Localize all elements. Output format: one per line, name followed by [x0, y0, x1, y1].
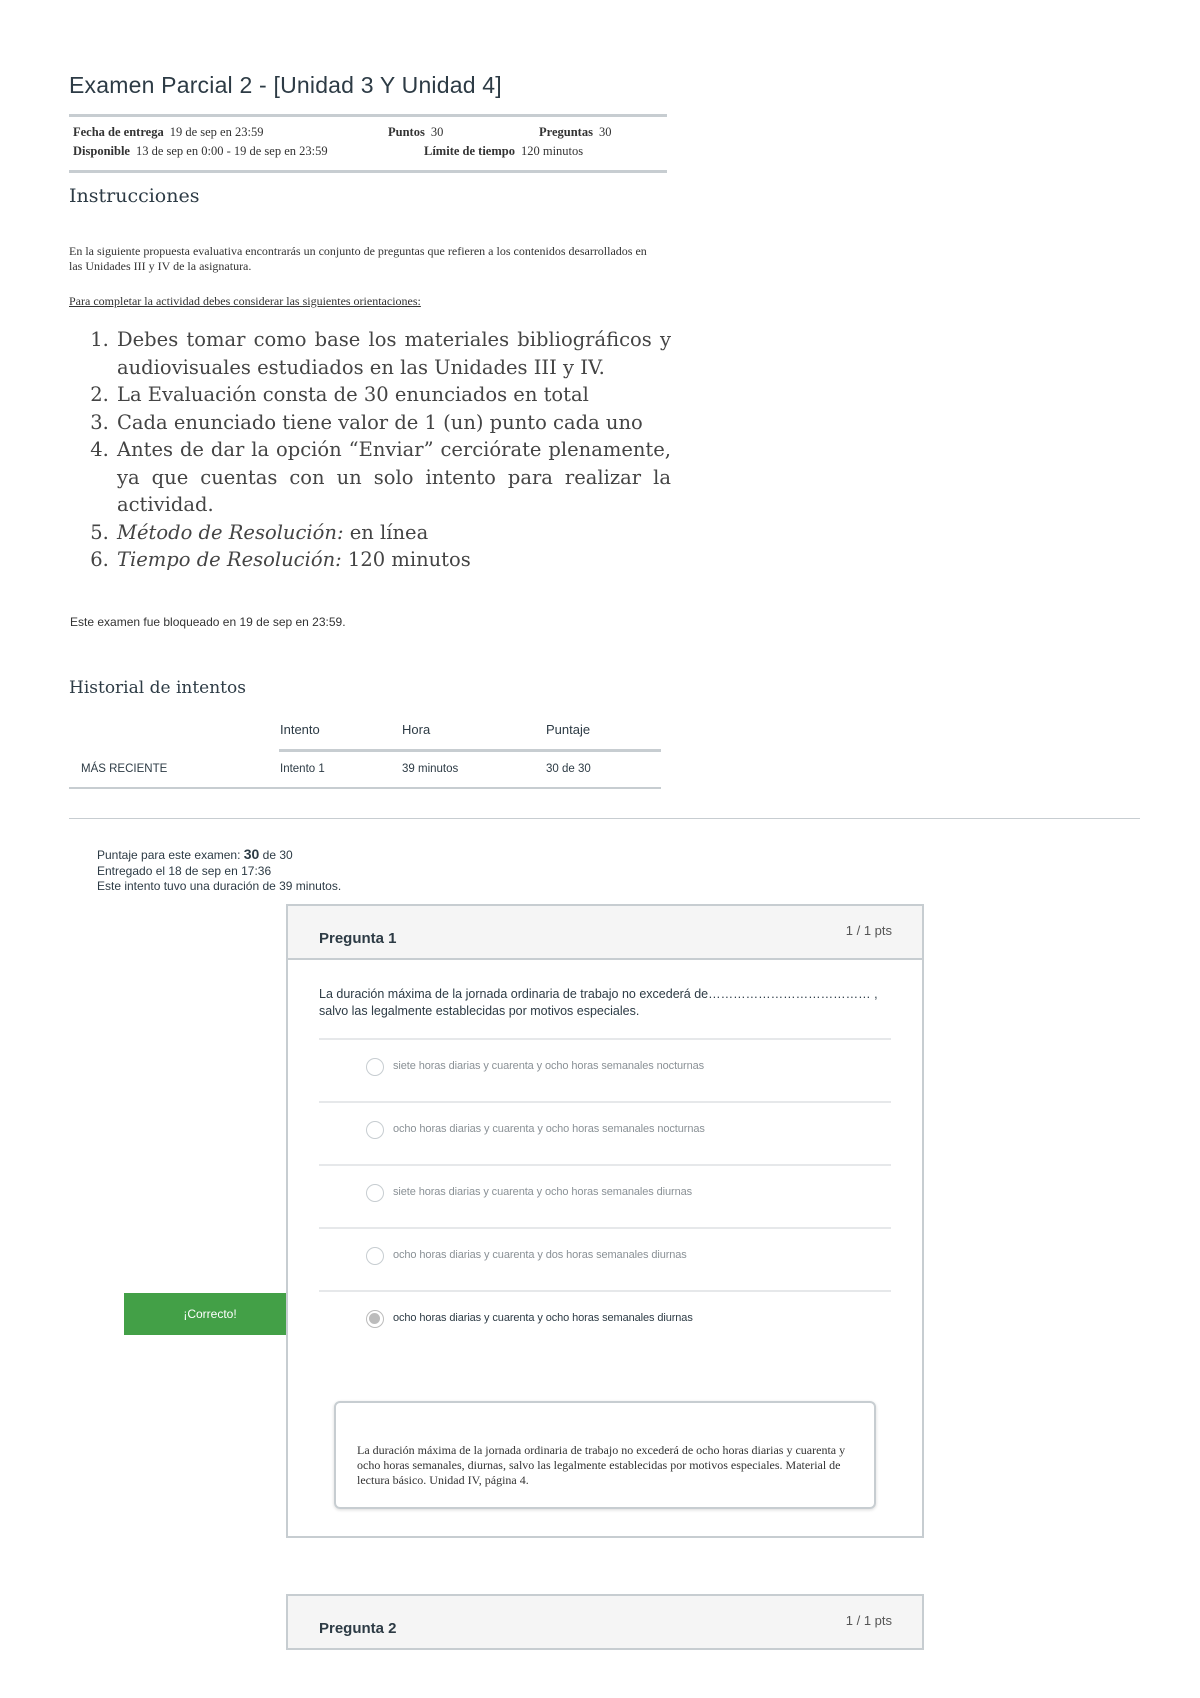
points-label: Puntos [388, 125, 425, 139]
submitted-line: Entregado el 18 de sep en 17:36 [97, 863, 272, 878]
due-date [73, 125, 263, 140]
question-card [286, 904, 924, 1538]
answer-label: siete horas diarias y cuarenta y ocho horas semanales diurnas [393, 1186, 693, 1198]
instruction-text: 120 minutos [341, 548, 471, 571]
answer-label: ocho horas diarias y cuarenta y dos horas semanales diurnas [393, 1249, 687, 1261]
column-header-score: Puntaje [546, 722, 591, 737]
instruction-item [115, 326, 671, 381]
instructions-orientation: Para completar la actividad debes considerar las siguientes orientaciones: [69, 294, 421, 308]
answer-list [319, 1038, 891, 1353]
table-row-divider [69, 787, 661, 789]
questions-label: Preguntas [539, 125, 593, 139]
answer-comment [334, 1401, 876, 1509]
attempt-score: 30 de 30 [546, 763, 591, 775]
time-label: Límite de tiempo [424, 144, 515, 158]
answer-label: ocho horas diarias y cuarenta y ocho horas semanales nocturnas [393, 1123, 705, 1135]
table-header-divider-gap [69, 749, 279, 752]
question-points: 1 / 1 pts [845, 1613, 892, 1628]
column-header-attempt: Intento [280, 722, 320, 737]
attempt-time: 39 minutos [402, 763, 459, 775]
instruction-text: en línea [343, 520, 429, 544]
question-text: La duración máxima de la jornada ordinaria de trabajo no excederá de………………………………… , salvo las legalmente establecidas por motivos especiales. [319, 987, 878, 1018]
score-suffix: de 30 [259, 848, 293, 862]
answer-option-selected[interactable] [319, 1290, 891, 1353]
answer-comment-text: La duración máxima de la jornada ordinaria de trabajo no excederá de ocho horas diarias y cuarenta y ocho horas semanales, diurnas, salvo las legalmente establecidas por motivos especiales. Material de lectura básico. Unidad IV, página 4. [357, 1443, 846, 1487]
instruction-text: Cada enunciado tiene valor de 1 (un) punto cada uno [117, 410, 643, 434]
page-title: Examen Parcial 2 - [Unidad 3 Y Unidad 4] [69, 72, 502, 98]
answer-option[interactable] [319, 1038, 891, 1101]
question-header [288, 1596, 922, 1648]
answer-option[interactable] [319, 1101, 891, 1164]
question-card [286, 1594, 924, 1650]
radio-button-selected[interactable] [366, 1310, 384, 1328]
question-header [288, 906, 922, 960]
instruction-text: Antes de dar la opción “Enviar” cerciórate plenamente, ya que cuentas con un solo intento para realizar la actividad. [117, 438, 671, 516]
score-line [97, 847, 341, 864]
radio-button[interactable] [366, 1058, 384, 1076]
due-label: Fecha de entrega [73, 125, 164, 139]
time-value: 120 minutos [520, 144, 584, 158]
score-prefix: Puntaje para este examen: [97, 848, 244, 862]
answer-label: siete horas diarias y cuarenta y ocho horas semanales nocturnas [393, 1060, 705, 1072]
radio-button[interactable] [366, 1247, 384, 1265]
questions-count [539, 125, 611, 140]
submission-summary [97, 847, 341, 895]
points [388, 125, 443, 140]
attempt-link[interactable]: Intento 1 [280, 763, 325, 775]
radio-button[interactable] [366, 1184, 384, 1202]
available-label: Disponible [73, 144, 130, 158]
answer-label: ocho horas diarias y cuarenta y ocho horas semanales diurnas [393, 1312, 693, 1324]
instructions-intro: En la siguiente propuesta evaluativa encontrarás un conjunto de preguntas que refieren a los contenidos desarrollados en las Unidades III y IV de la asignatura. [69, 244, 647, 273]
instruction-text: La Evaluación consta de 30 enunciados en total [117, 383, 589, 406]
question-title: Pregunta 1 [319, 930, 397, 947]
instruction-item [115, 546, 671, 574]
correct-answer-banner: ¡Correcto! [124, 1293, 296, 1335]
instruction-item [115, 381, 671, 409]
locked-notice: Este examen fue bloqueado en 19 de sep en 23:59. [70, 615, 346, 629]
instructions-heading: Instrucciones [69, 185, 200, 207]
questions-value: 30 [598, 125, 612, 139]
instruction-item [115, 409, 671, 437]
instruction-item [115, 519, 671, 547]
instruction-term: Método de Resolución: [117, 520, 344, 544]
history-heading: Historial de intentos [69, 678, 246, 698]
radio-button[interactable] [366, 1121, 384, 1139]
answer-option[interactable] [319, 1164, 891, 1227]
quiz-details [69, 114, 667, 173]
due-value: 19 de sep en 23:59 [169, 125, 264, 139]
column-header-time: Hora [402, 722, 431, 737]
time-limit [424, 144, 583, 159]
score-value: 30 [243, 846, 260, 862]
available-value: 13 de sep en 0:00 - 19 de sep en 23:59 [135, 144, 328, 158]
duration-line: Este intento tuvo una duración de 39 minutos. [97, 879, 342, 893]
availability [73, 144, 328, 159]
instruction-text: Debes tomar como base los materiales bibliográficos y audiovisuales estudiados en las Unidades III y IV. [117, 328, 671, 379]
section-divider [69, 818, 1140, 819]
points-value: 30 [430, 125, 444, 139]
instruction-item [115, 436, 671, 519]
row-label: MÁS RECIENTE [81, 763, 168, 775]
question-title: Pregunta 2 [319, 1620, 397, 1637]
instruction-term: Tiempo de Resolución: [117, 548, 342, 571]
answer-option[interactable] [319, 1227, 891, 1290]
question-points: 1 / 1 pts [845, 923, 892, 938]
instructions-list [90, 326, 671, 574]
